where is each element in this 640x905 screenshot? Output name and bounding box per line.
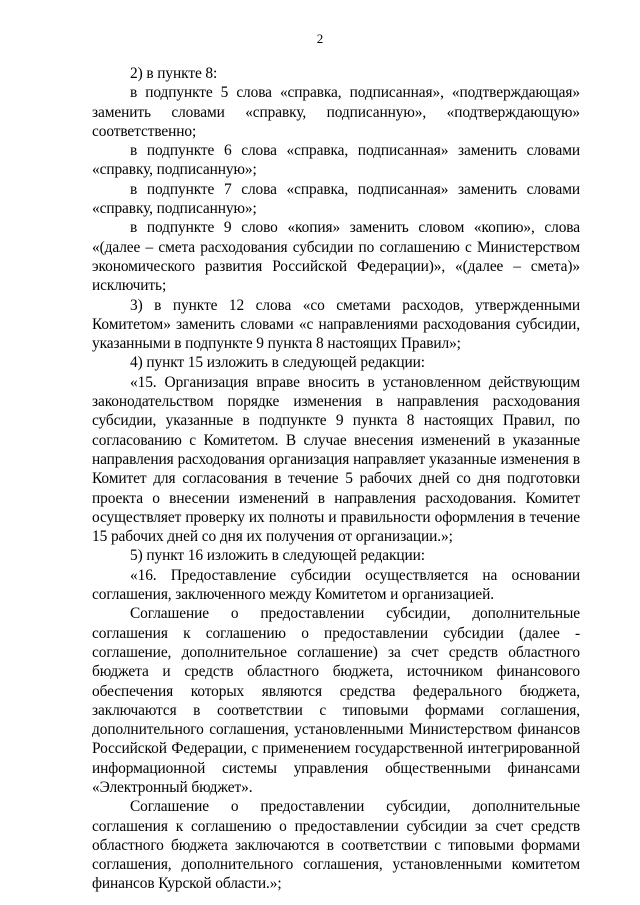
- paragraph: 2) в пункте 8:: [130, 65, 218, 82]
- paragraph: 4) пункт 15 изложить в следующей редакции:: [130, 354, 425, 372]
- paragraph: «16. Предоставление субсидии осуществляется на основании соглашения, заключенного между Комитетом и организацией.: [92, 566, 580, 604]
- paragraph: в подпункте 9 слово «копия» заменить словом «копию», слова «(далее – смета расходования субсидии по соглашению с Министерством экономического развития Российской Федерации)», «(далее – смета)» исключить;: [92, 219, 580, 295]
- paragraph: в подпункте 5 слова «справка, подписанная», «подтверждающая» заменить словами «справку, подписанную», «подтверждающую» соответственно;: [92, 84, 580, 140]
- paragraph: в подпункте 7 слова «справка, подписанная» заменить словами «справку, подписанную»;: [92, 180, 580, 218]
- paragraph: «15. Организация вправе вносить в установленном действующим законодательством порядке изменения в направления расходования субсидии, указанные в подпункте 9 пункта 8 настоящих Правил, по согласованию с Комитетом. В случае внесения изменений в указанные направления расходования организация направляет указанные изменения в Комитет для согласования в течение 5 рабочих дней со дня подготовки проекта о внесении изменений в направления расходования. Комитет осуществляет проверку их полноты и правильности оформления в течение 15 рабочих дней со дня их получения от организации.»;: [92, 373, 580, 546]
- paragraph: Соглашение о предоставлении субсидии, дополнительные соглашения к соглашению о предоставлении субсидии (далее - соглашение, дополнительное соглашение) за счет средств областного бюджета и средств областного бюджета, источником финансового обеспечения которых являются средства федерального бюджета, заключаются в соответствии с типовыми формами соглашения, дополнительного соглашения, установленными Министерством финансов Российской Федерации, с применением государственной интегрированной информационной системы управления общественными финансами «Электронный бюджет».: [92, 605, 580, 796]
- paragraph: 5) пункт 16 изложить в следующей редакции:: [130, 547, 425, 565]
- paragraph: Соглашение о предоставлении субсидии, дополнительные соглашения к соглашению о предоставлении субсидии за счет средств областного бюджета заключаются в соответствии с типовыми формами соглашения, дополнительного соглашения, установленными комитетом финансов Курской области.»;: [92, 798, 580, 893]
- document-body: [92, 64, 580, 894]
- page-number: 2: [316, 31, 324, 46]
- paragraph: в подпункте 6 слова «справка, подписанная» заменить словами «справку, подписанную»;: [92, 142, 580, 179]
- paragraph: 3) в пункте 12 слова «со сметами расходов, утвержденными Комитетом» заменить словами «с направлениями расходования субсидии, указанными в подпункте 9 пункта 8 настоящих Правил»;: [92, 296, 580, 353]
